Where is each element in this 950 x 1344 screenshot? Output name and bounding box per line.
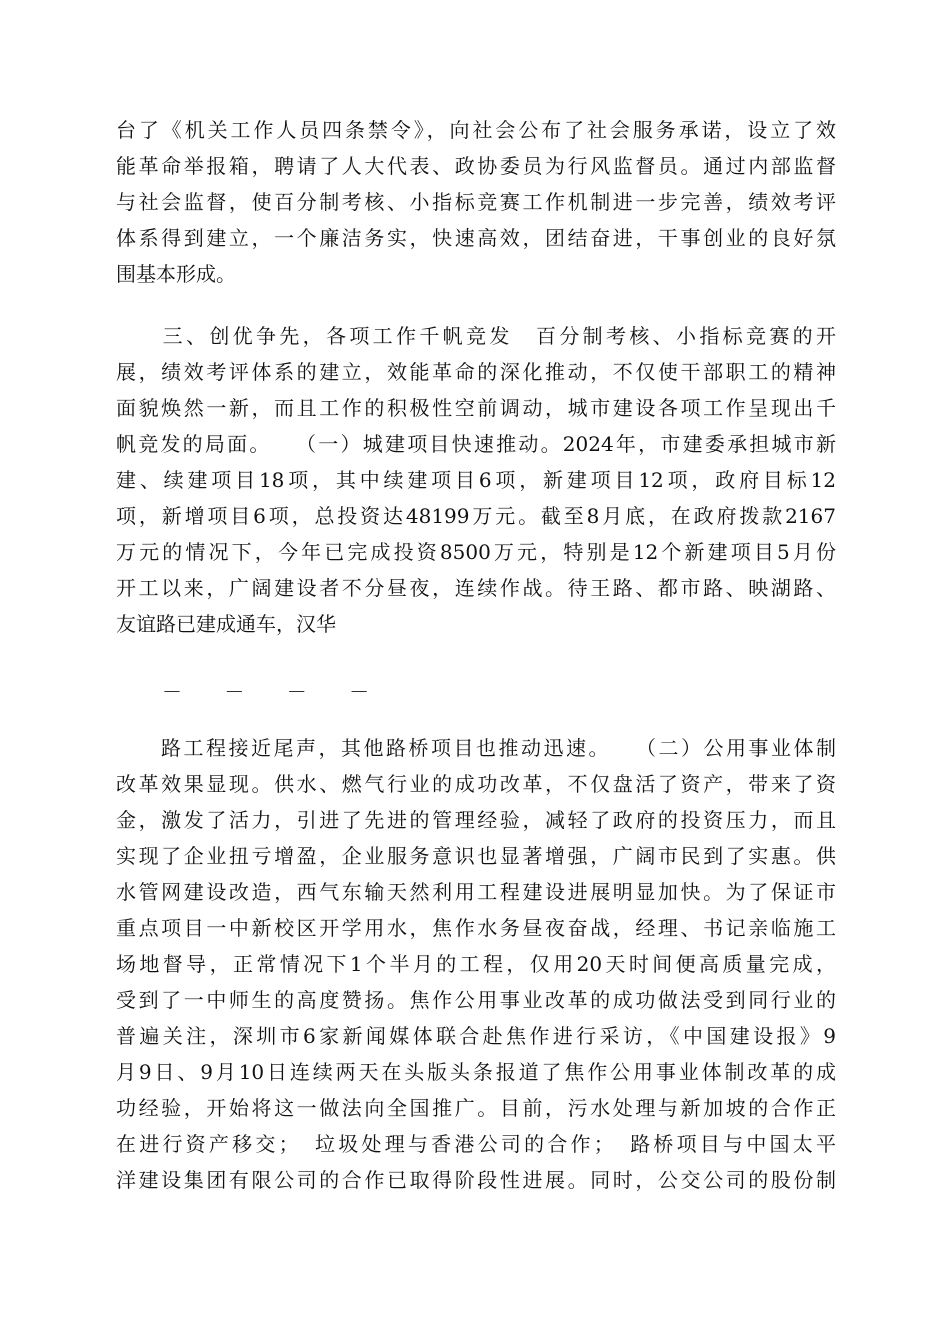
text-line: 三、创优争先，各项工作千帆竞发 百分制考核、小指标竞赛的开 xyxy=(116,324,836,348)
text-line: 实现了企业扭亏增盈，企业服务意识也显著增强，广阔市民到了实惠。供 xyxy=(116,844,836,868)
text-line: 建、续建项目18项，其中续建项目6项，新建项目12项，政府目标12 xyxy=(116,468,836,492)
paragraph-2 xyxy=(116,318,836,642)
text-line: 场地督导，正常情况下1个半月的工程，仅用20天时间便高质量完成， xyxy=(116,952,836,976)
text-line: 友谊路已建成通车，汉华 xyxy=(116,612,336,636)
text-line: 水管网建设改造，西气东输天然利用工程建设进展明显加快。为了保证市 xyxy=(116,880,836,904)
text-line: 能革命举报箱，聘请了人大代表、政协委员为行风监督员。通过内部监督 xyxy=(116,154,836,178)
text-line: 台了《机关工作人员四条禁令》，向社会公布了社会服务承诺，设立了效 xyxy=(116,118,836,142)
text-line: 月9日、9月10日连续两天在头版头条报道了焦作公用事业体制改革的成 xyxy=(116,1060,836,1084)
paragraph-1 xyxy=(116,112,836,292)
text-line: 改革效果显现。供水、燃气行业的成功改革，不仅盘活了资产，带来了资 xyxy=(116,772,836,796)
text-line: 在进行资产移交； 垃圾处理与香港公司的合作； 路桥项目与中国太平 xyxy=(116,1132,836,1156)
text-line: 功经验，开始将这一做法向全国推广。目前，污水处理与新加坡的合作正 xyxy=(116,1096,836,1120)
text-line: 围基本形成。 xyxy=(116,262,236,286)
text-line: 重点项目一中新校区开学用水，焦作水务昼夜奋战，经理、书记亲临施工 xyxy=(116,916,836,940)
text-line: 面貌焕然一新，而且工作的积极性空前调动，城市建设各项工作呈现出千 xyxy=(116,396,836,420)
text-line: 与社会监督，使百分制考核、小指标竞赛工作机制进一步完善，绩效考评 xyxy=(116,190,836,214)
text-line: 帆竞发的局面。 （一）城建项目快速推动。2024年，市建委承担城市新 xyxy=(116,432,836,456)
text-line: 金，激发了活力，引进了先进的管理经验，减轻了政府的投资压力，而且 xyxy=(116,808,836,832)
text-line: 受到了一中师生的高度赞扬。焦作公用事业改革的成功做法受到同行业的 xyxy=(116,988,836,1012)
text-line: 项，新增项目6项，总投资达48199万元。截至8月底，在政府拨款2167 xyxy=(116,504,836,528)
page-separator: － － － － xyxy=(162,680,388,704)
text-line: 展，绩效考评体系的建立，效能革命的深化推动，不仅使干部职工的精神 xyxy=(116,360,836,384)
text-line: 万元的情况下，今年已完成投资8500万元，特别是12个新建项目5月份 xyxy=(116,540,836,564)
text-line: 普遍关注，深圳市6家新闻媒体联合赴焦作进行采访，《中国建设报》9 xyxy=(116,1024,836,1048)
text-line: 体系得到建立，一个廉洁务实，快速高效，团结奋进，干事创业的良好氛 xyxy=(116,226,836,250)
paragraph-3 xyxy=(116,730,836,1198)
text-line: 开工以来，广阔建设者不分昼夜，连续作战。待王路、都市路、映湖路、 xyxy=(116,576,836,600)
text-line: 路工程接近尾声，其他路桥项目也推动迅速。 （二）公用事业体制 xyxy=(116,736,836,760)
text-line: 洋建设集团有限公司的合作已取得阶段性进展。同时，公交公司的股份制 xyxy=(116,1168,836,1192)
